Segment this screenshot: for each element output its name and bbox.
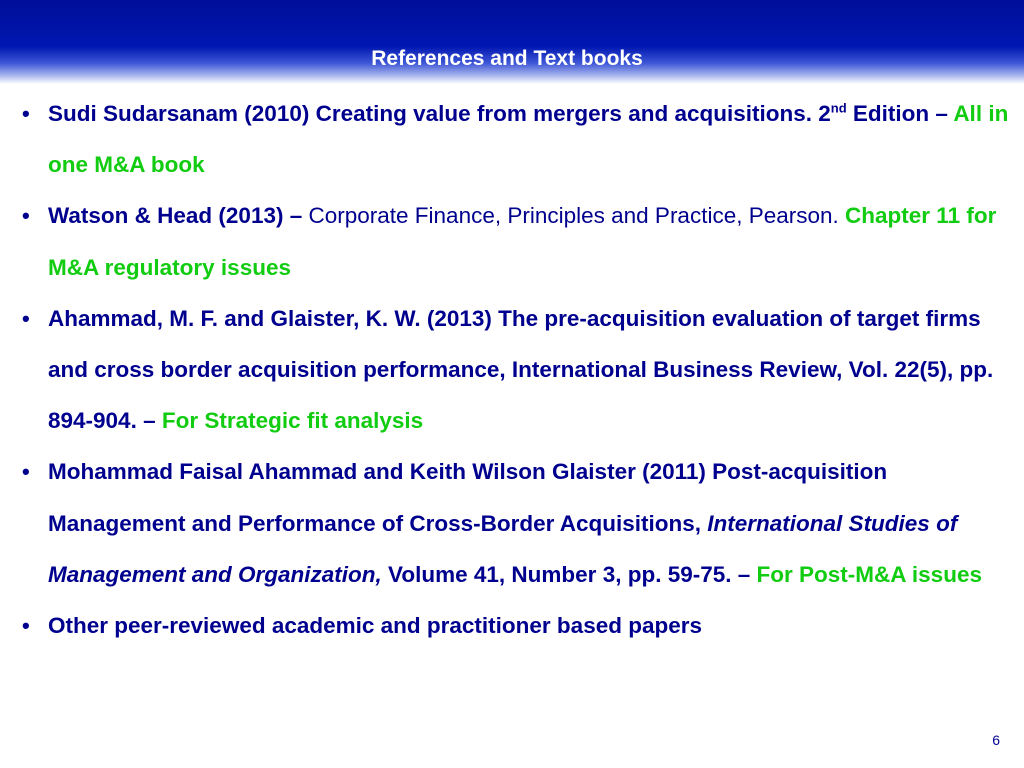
bullet-icon: • [22, 613, 30, 639]
list-item [22, 446, 1022, 600]
ref-normal-text: Corporate Finance, Principles and Practice, Pearson. [308, 203, 839, 229]
ref-superscript: nd [830, 100, 847, 116]
ref-journal-title: International Studies of Management and Organization, [48, 510, 958, 587]
reference-text [48, 446, 1022, 600]
ref-main-text: Mohammad Faisal Ahammad and Keith Wilson Glaister (2011) Post-acquisition Management and Performance of Cross-Border Acquisitions, [48, 459, 888, 536]
list-item [22, 88, 1022, 190]
ref-highlight: Chapter 11 for M&A regulatory issues [48, 203, 997, 280]
page-number: 6 [992, 732, 1000, 748]
ref-highlight: For Post-M&A issues [756, 561, 982, 587]
ref-main-text: Volume 41, Number 3, pp. 59-75. – [381, 561, 757, 587]
list-item [22, 190, 1022, 292]
bullet-icon: • [22, 305, 30, 331]
ref-highlight: All in one M&A book [48, 101, 1009, 178]
ref-main-text: Other peer-reviewed academic and practitioner based papers [48, 613, 702, 639]
reference-text [48, 600, 1022, 651]
ref-highlight: For Strategic fit analysis [161, 408, 424, 434]
bullet-icon: • [22, 101, 30, 126]
reference-text [48, 88, 1022, 190]
reference-text [48, 293, 1022, 447]
references-list [22, 88, 1022, 651]
list-item [22, 293, 1022, 447]
bullet-icon: • [22, 459, 30, 485]
ref-main-text: Sudi Sudarsanam (2010) Creating value from mergers and acquisitions. 2 [48, 101, 831, 126]
list-item [22, 600, 1022, 651]
reference-text [48, 190, 1022, 292]
bullet-icon: • [22, 203, 30, 229]
ref-main-text: Ahammad, M. F. and Glaister, K. W. (2013) The pre-acquisition evaluation of target firms and cross border acquisition performance, International Business Review, Vol. 22(5), pp. 894-904. – [48, 305, 994, 434]
title-bar [0, 0, 1024, 84]
slide-title: References and Text books [371, 47, 643, 70]
ref-main-text: Edition – [846, 101, 954, 126]
ref-main-text: Watson & Head (2013) – [48, 203, 309, 229]
